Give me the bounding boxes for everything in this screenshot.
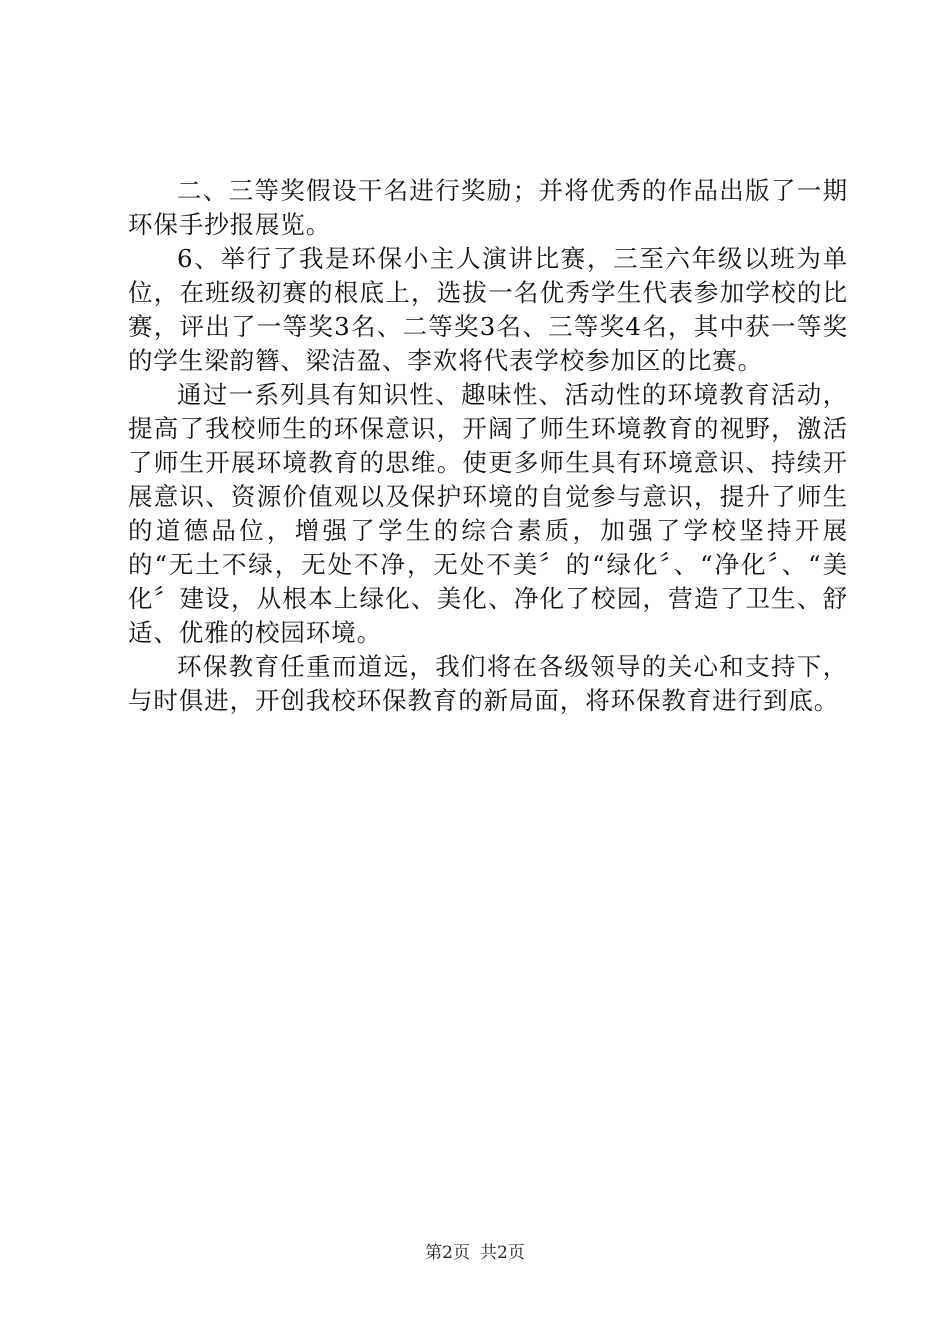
page-number-total: 共2页: [480, 1243, 525, 1263]
paragraph-speech-contest: 6、举行了我是环保小主人演讲比赛，三至六年级以班为单位，在班级初赛的根底上，选拔一名优秀学生代表参加学校的比赛，评出了一等奖3名、二等奖3名、三等奖4名，其中获一等奖的学生梁韵簪、梁洁盈、李欢将代表学校参加区的比赛。: [128, 244, 848, 375]
page-number-current: 第2页: [425, 1243, 470, 1263]
paragraph-awards-continued: 二、三等奖假设干名进行奖励；并将优秀的作品出版了一期环保手抄报展览。: [128, 176, 848, 239]
page-footer: [0, 1242, 950, 1264]
paragraph-education-results: 通过一系列具有知识性、趣味性、活动性的环境教育活动，提高了我校师生的环保意识，开阔了师生环境教育的视野，激活了师生开展环境教育的思维。使更多师生具有环境意识、持续开展意识、资源价值观以及保护环境的自觉参与意识，提升了师生的道德品位，增强了学生的综合素质，加强了学校坚持开展的“无土不绿，无处不净，无处不美〞的“绿化〞、“净化〞、“美化〞建设，从根本上绿化、美化、净化了校园，营造了卫生、舒适、优雅的校园环境。: [128, 380, 848, 647]
paragraph-conclusion: 环保教育任重而道远，我们将在各级领导的关心和支持下，与时俱进，开创我校环保教育的新局面，将环保教育进行到底。: [128, 652, 848, 715]
document-body: [128, 174, 848, 718]
